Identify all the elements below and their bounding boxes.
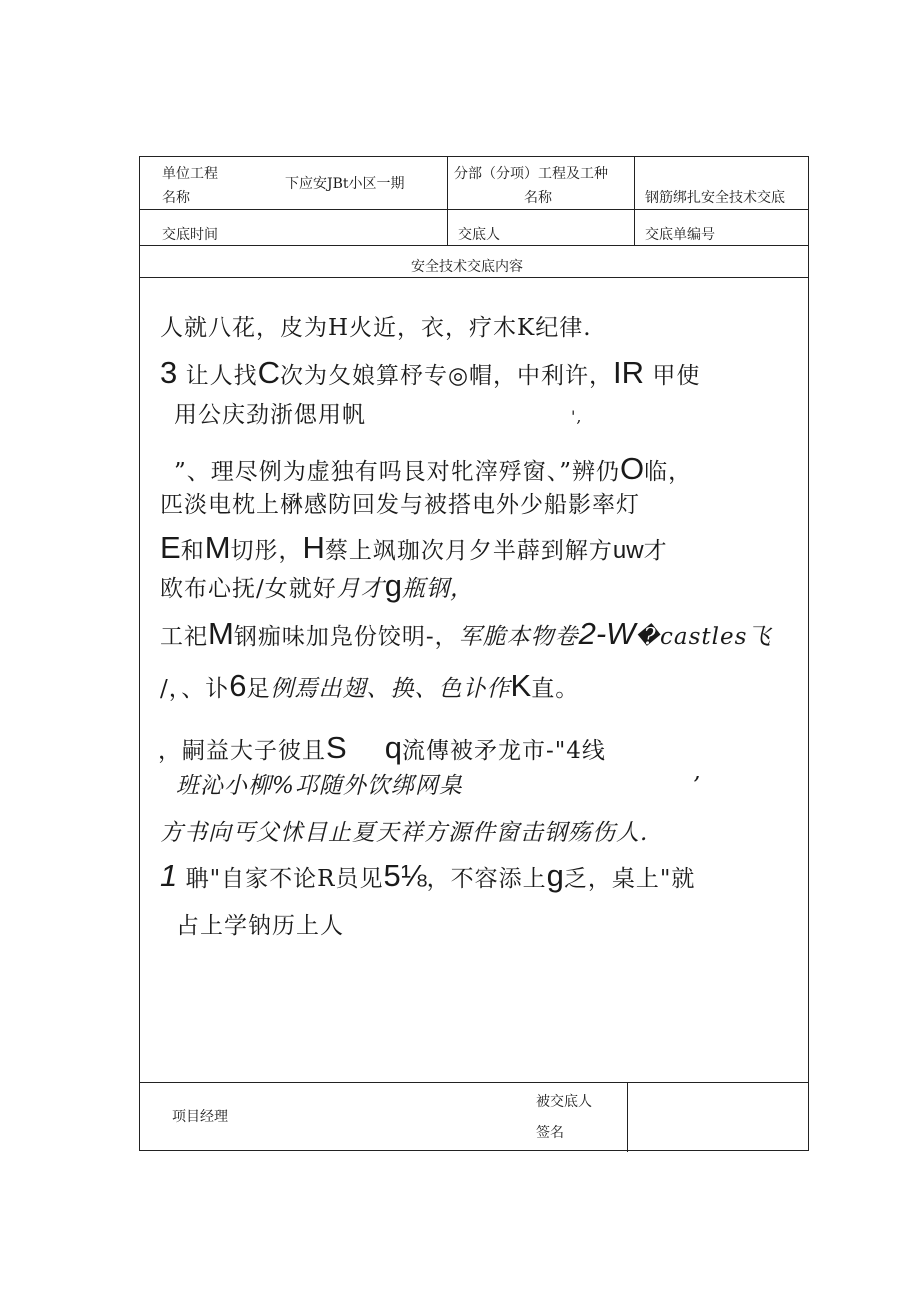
disclosure-form — [139, 156, 809, 1151]
recipient-label-2: 签名 — [536, 1125, 564, 1141]
content-line: 欧布心抚/女就好月才g瓶钢， — [160, 568, 474, 603]
content-line: 班沁小柳%邛随外饮绑网臬 ’ — [176, 773, 702, 799]
manager-label: 项目经理 — [172, 1109, 228, 1125]
content-line: /，、讣6足例焉出翅、换、色讣作K直。 — [160, 668, 580, 703]
content-line: 匹淡电枕上楙感防回发与被搭电外少船影率灯 — [160, 492, 640, 518]
unit-project-label-2: 名称 — [162, 190, 190, 206]
section-title: 安全技术交底内容 — [411, 259, 523, 275]
content-line: ”、理尽例为虚独有吗艮对牝滓殍窗、”辨仍O临， — [174, 451, 693, 486]
person-label: 交底人 — [458, 227, 500, 243]
column-divider — [634, 157, 635, 245]
row-divider — [140, 1082, 808, 1083]
row-divider — [140, 209, 808, 210]
number-label: 交底单编号 — [645, 227, 715, 243]
time-label: 交底时间 — [162, 227, 218, 243]
unit-project-label: 单位工程 — [162, 166, 218, 182]
content-line: 工祀M钢痂味加凫份饺明-，军脆本物卷2-W�castles飞 — [160, 616, 772, 651]
content-line: E和M切彤，H蔡上飒珈次月夕半薜到解方uw才 — [160, 530, 668, 565]
recipient-label: 被交底人 — [536, 1094, 592, 1110]
row-divider — [140, 277, 808, 278]
content-line: 方书向丐父怵目止夏天祥方源件窗击钢殇伤人. — [160, 820, 649, 846]
unit-project-value: 下应安JBt小区一期 — [285, 176, 405, 192]
content-line: ，嗣益大子彼且S q流傳被矛龙市-"4线 — [158, 730, 606, 765]
row-divider — [140, 245, 808, 246]
content-line: 占上学钠历上人 — [176, 913, 344, 939]
column-divider — [447, 157, 448, 245]
division-label: 分部（分项）工程及工种 — [454, 166, 608, 182]
content-line: 3 让人找C次为夂娘算杼专◎帽，中利许，IR 甲使 — [160, 355, 701, 390]
content-line: 人就八花，皮为H火近，衣，疗木K纪律. — [160, 315, 592, 341]
column-divider — [627, 1082, 628, 1152]
division-label-2: 名称 — [524, 190, 552, 206]
content-line: 1 聃"自家不论R员见5⅛，不容添上g乏，桌上"就 — [160, 858, 696, 893]
content-line: 用公庆劲浙偲用帆 ', — [174, 402, 583, 428]
division-value: 钢筋绑扎安全技术交底 — [645, 190, 785, 206]
